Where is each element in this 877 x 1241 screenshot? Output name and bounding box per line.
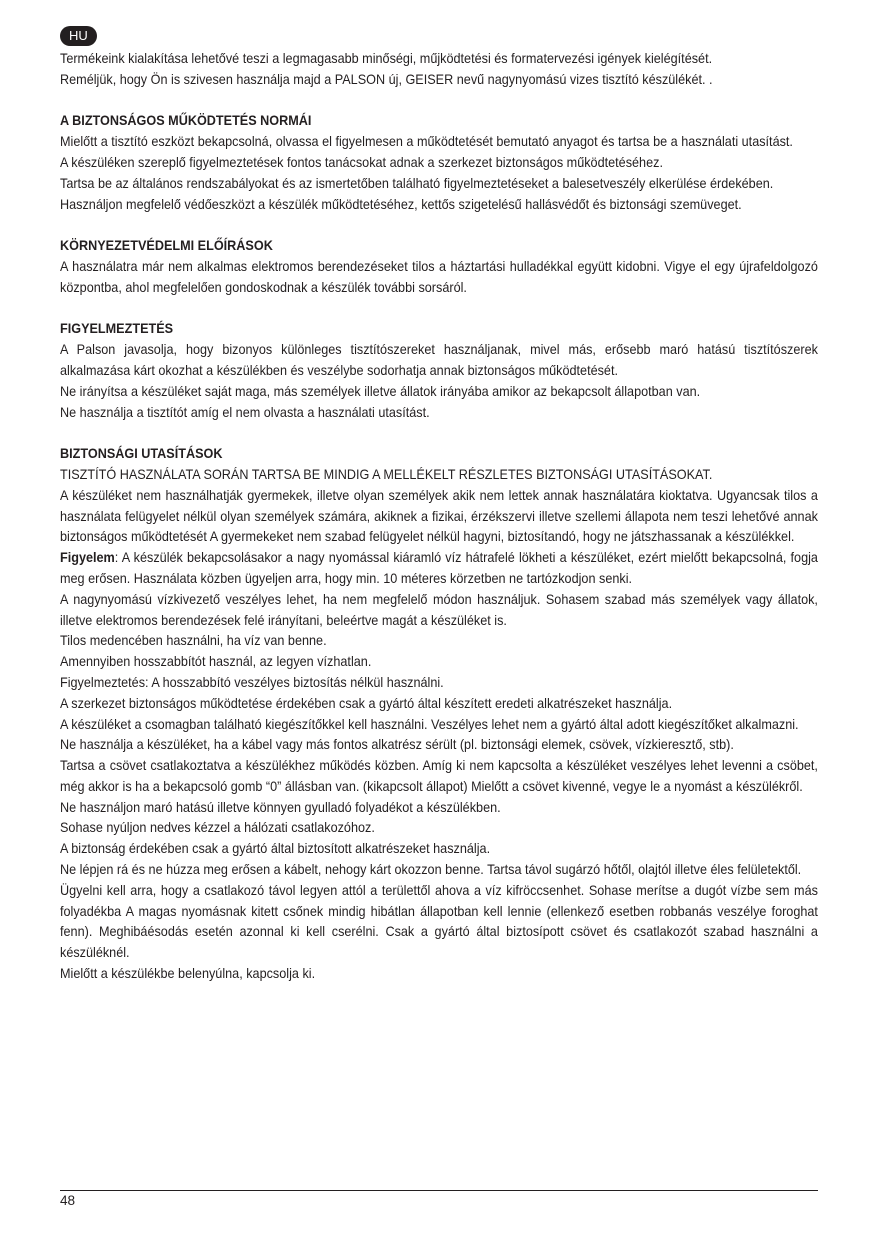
footer-divider <box>60 1190 818 1191</box>
safety-instructions-paragraph: Ügyelni kell arra, hogy a csatlakozó távol legyen attól a területtől ahova a víz kifröccsenhet. Sohase merítse a dugót vízbe sem más folyadékba A magas nyomásnak kitett csőnek mindig hibátlan állapotban kell lennie (ellenkező esetben robbanás veszélye foroghat fenn). Meghibáésodás esetén azonnal ki kell cserélni. Csak a gyártó által biztosípott csövet és csatlakozót szabad használni a készüléknél. <box>60 882 818 961</box>
safety-instructions-paragraph: Ne lépjen rá és ne húzza meg erősen a kábelt, nehogy kárt okozzon benne. Tartsa távol sugárzó hőtől, olajtól illetve éles felületektől. <box>60 862 802 878</box>
figyelem-label: Figyelem <box>60 550 115 566</box>
page-number: 48 <box>60 1193 76 1208</box>
safety-instructions-subheading: TISZTÍTÓ HASZNÁLATA SORÁN TARTSA BE MINDIG A MELLÉKELT RÉSZLETES BIZTONSÁGI UTASÍTÁSOKAT. <box>60 466 713 482</box>
safety-norms-paragraph: Használjon megfelelő védőeszközt a készülék működtetéséhez, kettős szigetelésű hallásvédőt és biztonsági szemüveget. <box>60 196 742 212</box>
safety-instructions-paragraph: Tartsa a csövet csatlakoztatva a készülékhez működés közben. Amíg ki nem kapcsolta a készüléket veszélyes lehet levenni a csöbet, még akkor is ha a bekapcsoló gomb “0” állásban van. (kikapcsolt állapot) Mielőtt a csövet kivenné, vegye le a nyomást a készülékről. <box>60 758 818 794</box>
manual-page <box>60 26 818 985</box>
safety-instructions-paragraph: Tilos medencében használni, ha víz van benne. <box>60 633 327 649</box>
intro-line-2: Reméljük, hogy Ön is szivesen használja majd a PALSON új, GEISER nevű nagynyomású vizes tisztító készülékét. . <box>60 71 713 87</box>
figyelem-text: : A készülék bekapcsolásakor a nagy nyomással kiáramló víz hátrafelé lökheti a készüléket, ezért mielőtt bekapcsolná, fogja meg erősen. Használata közben ügyeljen arra, hogy min. 10 méteres körzetben ne tartózkodjon senki. <box>60 550 818 586</box>
safety-norms-paragraph: Tartsa be az általános rendszabályokat és az ismertetőben található figyelmeztetéseket a balesetveszély elkerülése érdekében. <box>60 175 774 191</box>
safety-instructions-paragraph: A nagynyomású vízkivezető veszélyes lehet, ha nem megfelelő módon használjuk. Sohasem szabad más személyek vagy állatok, illetve elektromos berendezések felé irányítani, beleértve magát a készüléket is. <box>60 591 818 628</box>
safety-instructions-paragraph: A készüléket a csomagban található kiegészítőkkel kell használni. Veszélyes lehet nem a gyártó által adott kiegészítőket alkalmazni. <box>60 716 799 732</box>
safety-instructions-paragraph: Amennyiben hosszabbítót használ, az legyen vízhatlan. <box>60 654 372 670</box>
safety-instructions-paragraph: A biztonság érdekében csak a gyártó által biztosított alkatrészeket használja. <box>60 841 491 857</box>
heading-safety-instructions: BIZTONSÁGI UTASÍTÁSOK <box>60 446 223 462</box>
safety-instructions-paragraph: A szerkezet biztonságos működtetése érdekében csak a gyártó által készített eredeti alkatrészeket használja. <box>60 695 673 711</box>
safety-norms-paragraph: A készüléken szereplő figyelmeztetések fontos tanácsokat adnak a szerkezet biztonságos működtetéséhez. <box>60 154 663 170</box>
environment-paragraph: A használatra már nem alkalmas elektromos berendezéseket tilos a háztartási hulladékkal együtt kidobni. Vigye el egy újrafeldolgozó központba, ahol megfelelően gondoskodnak a készülék további sorsáról. <box>60 258 818 295</box>
language-badge: HU <box>60 26 97 46</box>
heading-safety-norms: A BIZTONSÁGOS MŰKÖDTETÉS NORMÁI <box>60 113 312 129</box>
figyelem-paragraph <box>60 548 818 590</box>
warning-paragraph: Ne használja a tisztítót amíg el nem olvasta a használati utasítást. <box>60 404 430 420</box>
safety-instructions-paragraph: A készüléket nem használhatják gyermekek, illetve olyan személyek akik nem lettek annak használatára kioktatva. Ugyancsak tilos a használata felügyelet nélkül olyan személyek számára, akiknek a fizikai, érzékszervi illetve szellemi állapota nem teszi lehetővé annak biztonságos működtetését A gyermekeket nem szabad felügyelet nélkül hagyni, biztosítandó, hogy ne játszhassanak a készülékkel. <box>60 487 818 545</box>
heading-environment: KÖRNYEZETVÉDELMI ELŐÍRÁSOK <box>60 238 273 254</box>
warning-paragraph: Ne irányítsa a készüléket saját maga, más személyek illetve állatok irányába amikor az bekapcsolt állapotban van. <box>60 383 701 399</box>
safety-instructions-paragraph: Ne használjon maró hatású illetve könnyen gyulladó folyadékot a készülékben. <box>60 799 501 815</box>
safety-norms-paragraph: Mielőtt a tisztító eszközt bekapcsolná, olvassa el figyelmesen a működtetését bemutató anyagot és tartsa be a használati utasítást. <box>60 134 793 150</box>
safety-instructions-paragraph: Ne használja a készüléket, ha a kábel vagy más fontos alkatrész sérült (pl. biztonsági elemek, csövek, vízkieresztő, stb). <box>60 737 734 753</box>
safety-instructions-paragraph: Figyelmeztetés: A hosszabbító veszélyes biztosítás nélkül használni. <box>60 674 444 690</box>
heading-warning: FIGYELMEZTETÉS <box>60 321 174 337</box>
safety-instructions-paragraph: Mielőtt a készülékbe belenyúlna, kapcsolja ki. <box>60 966 316 982</box>
warning-paragraph: A Palson javasolja, hogy bizonyos különleges tisztítószereket használjanak, mivel más, erősebb maró hatású tisztítószerek alkalmazása kárt okozhat a készülékben és veszélybe sodorhatja annak biztonságos működtetését. <box>60 342 818 378</box>
safety-instructions-paragraph: Sohase nyúljon nedves kézzel a hálózati csatlakozóhoz. <box>60 820 375 836</box>
manual-text <box>60 49 818 985</box>
intro-line-1: Termékeink kialakítása lehetővé teszi a legmagasabb minőségi, műjködtetési és formatervezési igények kielégítését. <box>60 51 713 66</box>
